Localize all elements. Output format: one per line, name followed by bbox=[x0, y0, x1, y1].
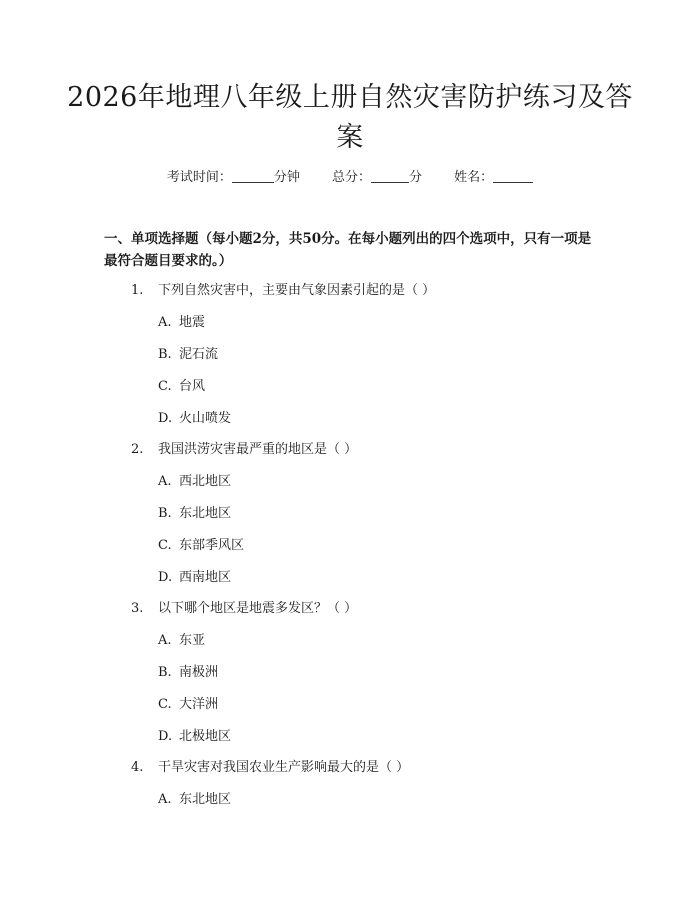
question-4: 4. 干旱灾害对我国农业生产影响最大的是（ ） bbox=[131, 760, 410, 775]
question-1-option-d: D. 火山喷发 bbox=[158, 411, 232, 426]
score-blank bbox=[371, 168, 409, 183]
question-1-option-a: A. 地震 bbox=[158, 315, 206, 330]
student-name-field: 姓名： bbox=[454, 168, 533, 188]
name-blank bbox=[493, 168, 533, 183]
question-1-option-c: C. 台风 bbox=[158, 379, 206, 394]
exam-time-field: 考试时间： 分钟 bbox=[166, 170, 300, 185]
question-4-option-a: A. 东北地区 bbox=[158, 792, 232, 807]
question-2-option-c: C. 东部季风区 bbox=[158, 538, 245, 553]
question-2: 2. 我国洪涝灾害最严重的地区是（ ） bbox=[131, 442, 358, 457]
question-1: 1. 下列自然灾害中，主要由气象因素引起的是（ ） bbox=[131, 283, 436, 298]
question-3-option-a: A. 东亚 bbox=[158, 633, 206, 648]
question-1-option-b: B. 泥石流 bbox=[158, 347, 219, 362]
question-3: 3. 以下哪个地区是地震多发区？（ ） bbox=[131, 601, 358, 616]
question-3-option-b: B. 南极洲 bbox=[158, 665, 219, 680]
exam-info-line bbox=[0, 168, 700, 188]
total-score-field: 总分： 分 bbox=[331, 170, 423, 185]
question-3-option-c: C. 大洋洲 bbox=[158, 697, 219, 712]
question-2-option-b: B. 东北地区 bbox=[158, 506, 232, 521]
section-heading: 一、单项选择题（每小题2分，共50分。在每小题列出的四个选项中，只有一项是最符合题目要求的。） bbox=[104, 231, 592, 269]
question-2-option-d: D. 西南地区 bbox=[158, 570, 232, 585]
page-title: 2026年地理八年级上册自然灾害防护练习及答案 bbox=[67, 82, 633, 153]
time-blank bbox=[232, 168, 274, 183]
question-2-option-a: A. 西北地区 bbox=[158, 474, 232, 489]
question-3-option-d: D. 北极地区 bbox=[158, 729, 232, 744]
